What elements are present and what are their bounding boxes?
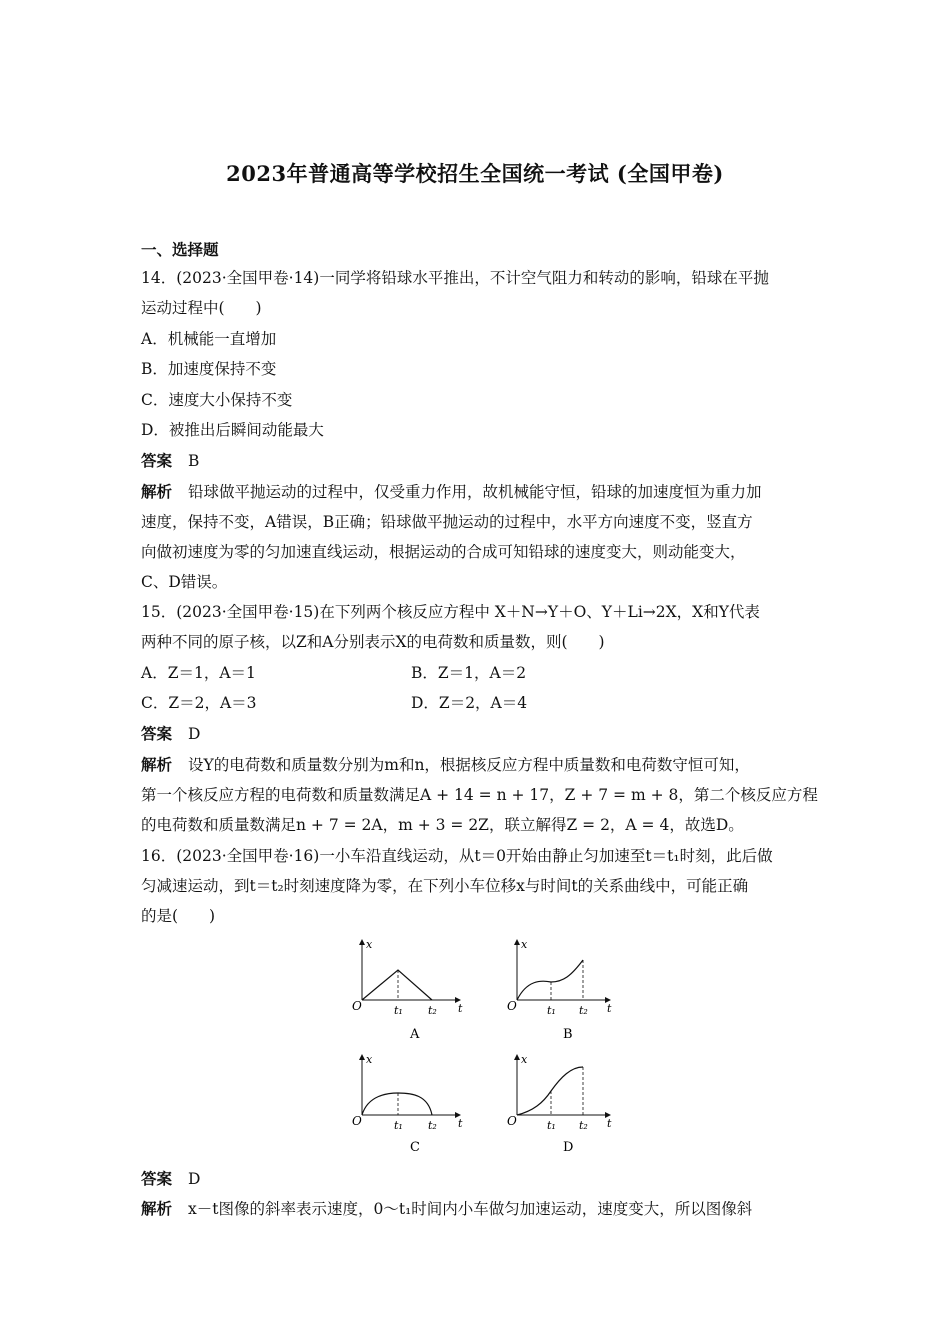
- graph-b-label: B: [563, 1027, 573, 1042]
- analysis-text: 设Y的电荷数和质量数分别为m和n，根据核反应方程中质量数和电荷数守恒可知，: [188, 756, 750, 774]
- graph-c-curve: [362, 1093, 432, 1115]
- q15-option-d: D．Z＝2，A＝4: [411, 694, 528, 712]
- q15-stem-line2: 两种不同的原子核，以Z和A分别表示X的电荷数和质量数，则( ): [141, 633, 605, 651]
- graph-c-t1: t₁: [394, 1119, 403, 1132]
- graph-d-y-label: x: [521, 1053, 528, 1066]
- section-heading: 一、选择题: [141, 240, 219, 259]
- q15-option-c: C．Z＝2，A＝3: [141, 694, 257, 712]
- graph-c-label: C: [410, 1140, 420, 1155]
- answer-value: D: [188, 725, 201, 743]
- analysis-label: 解析: [141, 482, 173, 501]
- graph-b: [507, 938, 612, 1042]
- graph-b-t1: t₁: [547, 1004, 556, 1017]
- analysis-label: 解析: [141, 1199, 173, 1218]
- q14-answer: [141, 451, 199, 471]
- q16-stem-line1: 16．(2023·全国甲卷·16)一小车沿直线运动，从t＝0开始由静止匀加速至t＝t₁时刻，此后做: [141, 847, 773, 865]
- q14-analysis-line2: 速度，保持不变，A错误，B正确；铅球做平抛运动的过程中，水平方向速度不变，竖直方: [141, 513, 753, 531]
- q15-analysis-line3: 的电荷数和质量数满足n + 7 = 2A，m + 3 = 2Z，联立解得Z = 2，A = 4，故选D。: [141, 816, 744, 834]
- graph-c-x-label: t: [458, 1117, 463, 1130]
- graph-a: [352, 938, 463, 1042]
- q16-answer: [141, 1169, 200, 1189]
- graph-d-label: D: [563, 1140, 574, 1155]
- graph-a-t1: t₁: [394, 1004, 403, 1017]
- graph-a-y-label: x: [366, 938, 373, 951]
- graph-d-origin: O: [507, 1114, 517, 1128]
- analysis-text: x－t图像的斜率表示速度，0～t₁时间内小车做匀加速运动，速度变大，所以图像斜: [188, 1200, 753, 1218]
- page-title: 2023年普通高等学校招生全国统一考试 (全国甲卷): [226, 161, 724, 186]
- graph-c-origin: O: [352, 1114, 362, 1128]
- q15-option-a: A．Z＝1，A＝1: [141, 664, 256, 682]
- graph-d-t2: t₂: [579, 1119, 588, 1132]
- graph-a-t2: t₂: [428, 1004, 437, 1017]
- q14-analysis-line1: [141, 482, 762, 502]
- graph-b-x-label: t: [607, 1002, 612, 1015]
- answer-label: 答案: [141, 724, 173, 743]
- q16-stem-line2: 匀减速运动，到t＝t₂时刻速度降为零，在下列小车位移x与时间t的关系曲线中，可能正确: [141, 877, 749, 895]
- graph-c: [352, 1053, 463, 1155]
- q14-stem-line2: 运动过程中( ): [141, 299, 262, 317]
- q15-stem-line1: 15．(2023·全国甲卷·15)在下列两个核反应方程中 X＋N→Y＋O、Y＋Li→2X，X和Y代表: [141, 603, 760, 621]
- answer-value: B: [188, 452, 200, 470]
- analysis-text: 铅球做平抛运动的过程中，仅受重力作用，故机械能守恒，铅球的加速度恒为重力加: [188, 483, 762, 501]
- graph-c-t2: t₂: [428, 1119, 437, 1132]
- q15-option-b: B．Z＝1，A＝2: [411, 664, 527, 682]
- analysis-label: 解析: [141, 755, 173, 774]
- graph-d-t1: t₁: [547, 1119, 556, 1132]
- graph-d-curve: [517, 1067, 583, 1115]
- graph-a-label: A: [410, 1027, 420, 1042]
- q14-option-c: C．速度大小保持不变: [141, 391, 293, 409]
- answer-label: 答案: [141, 451, 173, 470]
- graph-d: [507, 1053, 612, 1155]
- q14-analysis-line3: 向做初速度为零的匀加速直线运动，根据运动的合成可知铅球的速度变大，则动能变大，: [141, 543, 746, 561]
- graph-b-y-label: x: [521, 938, 528, 951]
- q15-analysis-line1: [141, 755, 750, 775]
- q16-stem-line3: 的是( ): [141, 907, 216, 925]
- q14-option-a: A．机械能一直增加: [141, 330, 277, 348]
- graph-a-x-label: t: [458, 1002, 463, 1015]
- answer-label: 答案: [141, 1169, 173, 1188]
- answer-value: D: [188, 1170, 201, 1188]
- q14-option-d: D．被推出后瞬间动能最大: [141, 421, 324, 439]
- q14-analysis-line4: C、D错误。: [141, 573, 228, 591]
- q14-option-b: B．加速度保持不变: [141, 360, 277, 378]
- q15-answer: [141, 724, 200, 744]
- graph-c-y-label: x: [366, 1053, 373, 1066]
- q15-analysis-line2: 第一个核反应方程的电荷数和质量数满足A + 14 = n + 17，Z + 7 = m + 8，第二个核反应方程: [141, 786, 818, 804]
- graph-a-curve: [362, 970, 432, 1000]
- graph-b-origin: O: [507, 999, 517, 1013]
- graph-d-x-label: t: [607, 1117, 612, 1130]
- graph-a-origin: O: [352, 999, 362, 1013]
- q16-graphs: [340, 930, 630, 1160]
- q14-stem-line1: 14．(2023·全国甲卷·14)一同学将铅球水平推出，不计空气阻力和转动的影响，铅球在平抛: [141, 269, 769, 287]
- graph-b-t2: t₂: [579, 1004, 588, 1017]
- graph-b-curve: [517, 960, 583, 1000]
- q16-analysis-line1: [141, 1199, 752, 1219]
